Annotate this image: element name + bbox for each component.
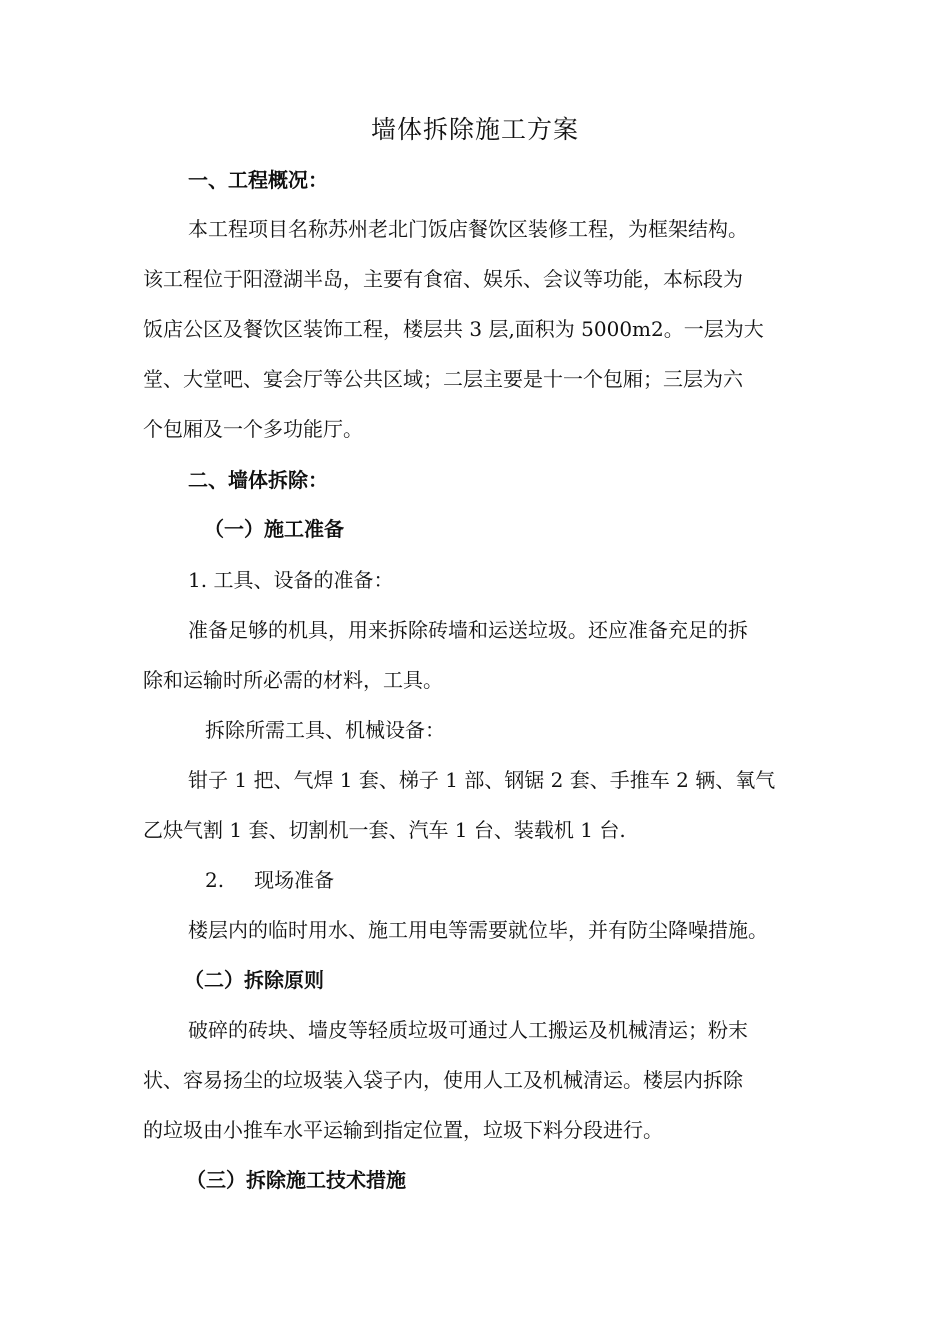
principles-line-3: 的垃圾由小推车水平运输到指定位置，垃圾下料分段进行。 <box>143 1118 663 1142</box>
prep-line-1: 准备足够的机具，用来拆除砖墙和运送垃圾。还应准备充足的拆 <box>188 618 748 642</box>
item-number: 2. <box>205 868 225 892</box>
overview-line-3: 饭店公区及餐饮区装饰工程，楼层共 3 层,面积为 5000m2。一层为大 <box>143 317 764 341</box>
principles-line-2: 状、容易扬尘的垃圾装入袋子内，使用人工及机械清运。楼层内拆除 <box>143 1068 743 1092</box>
overview-line-1: 本工程项目名称苏州老北门饭店餐饮区装修工程，为框架结构。 <box>188 217 748 241</box>
section-heading-overview: 一、工程概况： <box>188 168 328 192</box>
item-tools-equipment <box>188 564 393 596</box>
subsection-heading-preparation: （一）施工准备 <box>204 517 344 541</box>
overview-line-5: 个包厢及一个多功能厅。 <box>143 417 363 441</box>
item-site-preparation <box>205 864 334 896</box>
item-label: 现场准备 <box>254 868 335 892</box>
subsection-heading-principles: （二）拆除原则 <box>184 968 324 992</box>
prep-line-2: 除和运输时所必需的材料，工具。 <box>143 668 443 692</box>
tools-intro: 拆除所需工具、机械设备： <box>205 718 445 742</box>
tools-line-1: 钳子 1 把、气焊 1 套、梯子 1 部、钢锯 2 套、手推车 2 辆、氧气 <box>188 768 776 792</box>
principles-line-1: 破碎的砖块、墙皮等轻质垃圾可通过人工搬运及机械清运；粉末 <box>188 1018 748 1042</box>
overview-line-2: 该工程位于阳澄湖半岛，主要有食宿、娱乐、会议等功能，本标段为 <box>143 267 743 291</box>
item-number: 1. <box>188 568 208 592</box>
site-line: 楼层内的临时用水、施工用电等需要就位毕，并有防尘降噪措施。 <box>188 918 768 942</box>
tools-line-2: 乙炔气割 1 套、切割机一套、汽车 1 台、装载机 1 台. <box>143 818 626 842</box>
section-heading-demolition: 二、墙体拆除： <box>188 468 328 492</box>
item-label: 工具、设备的准备： <box>213 568 394 592</box>
overview-line-4: 堂、大堂吧、宴会厅等公共区域；二层主要是十一个包厢；三层为六 <box>143 367 743 391</box>
subsection-heading-technical-measures: （三）拆除施工技术措施 <box>186 1168 406 1192</box>
document-title: 墙体拆除施工方案 <box>370 115 579 144</box>
